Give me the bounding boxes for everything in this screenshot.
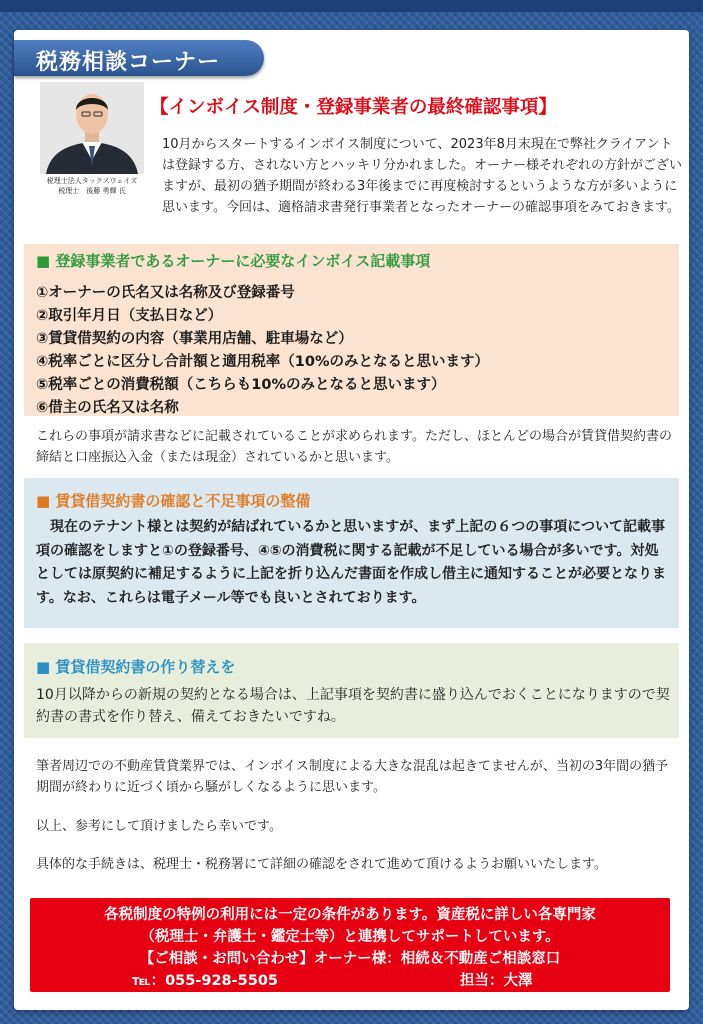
contract-check-heading: ■ 賃貸借契約書の確認と不足事項の整備 [36, 492, 311, 510]
author-firm: 税理士法人タックスウェイズ [46, 177, 138, 185]
contract-renewal-body: 10月以降からの新規の契約となる場合は、上記事項を契約書に盛り込んでおくことになりますので契約書の書式を作り替え、備えておきたいですね。 [36, 687, 670, 725]
paragraph-closing: 以上、参考にして頂けましたら幸いです。 [36, 819, 282, 834]
section-title-tab [14, 40, 264, 76]
list-item: ③賃貸借契約の内容（事業用店舗、駐車場など） [36, 331, 353, 347]
author-photo [40, 82, 144, 174]
author-caption [30, 176, 154, 196]
contact-banner [30, 898, 670, 992]
paragraph-requirements-note: これらの事項が請求書などに記載されていることが求められます。ただし、ほとんどの場合が賃貸借契約書の締結と口座振込入金（または現金）されているかと思います。 [36, 429, 672, 465]
contact-line-3: 【ご相談・お問い合わせ】オーナー様：相続＆不動産ご相談窓口 [139, 951, 561, 967]
list-item: ⑤税率ごとの消費税額（こちらも10%のみとなると思います） [36, 377, 446, 393]
contact-line-1: 各税制度の特例の利用には一定の条件があります。資産税に詳しい各専門家 [104, 907, 596, 923]
list-item: ④税率ごとに区分し合計額と適用税率（10%のみとなると思います） [36, 354, 489, 370]
top-strip [0, 0, 703, 12]
contact-phone[interactable]: ℡：055-928-5505 [132, 973, 278, 989]
contract-check-body: 現在のテナント様とは契約が結ばれているかと思いますが、まず上記の６つの事項について記載事項の確認をしますと①の登録番号、④⑤の消費税に関する記載が不足している場合が多いです。対処としては原契約に補足するように上記を折り込んだ書面を作成し借主に通知することが必要となります。なお、これらは電子メール等でも良いとされております。 [36, 519, 666, 606]
paragraph-procedure-note: 具体的な手続きは、税理士・税務署にて詳細の確認をされて進めて頂けるようお願いいたします。 [36, 857, 607, 872]
contract-renewal-heading: ■ 賃貸借契約書の作り替えを [36, 658, 236, 676]
list-item: ①オーナーの氏名又は名称及び登録番号 [36, 285, 295, 301]
list-item: ②取引年月日（支払日など） [36, 308, 223, 324]
required-items-list [36, 282, 656, 420]
author-name: 税理士 後藤 勇輝 氏 [58, 187, 126, 195]
section-title: 税務相談コーナー [36, 50, 221, 75]
paragraph-industry-outlook: 筆者周辺での不動産賃貸業界では、インボイス制度による大きな混乱は起きてませんが、当初の3年間の猶予期間が終わりに近づく頃から騒がしくなるように思います。 [36, 759, 669, 795]
contact-person: 担当：大澤 [460, 973, 533, 989]
required-items-heading: ■ 登録事業者であるオーナーに必要なインボイス記載事項 [36, 252, 431, 270]
author-portrait-image [40, 82, 144, 174]
contact-line-2: （税理士・弁護士・鑑定士等）と連携してサポートしています。 [140, 929, 560, 945]
list-item: ⑥借主の氏名又は名称 [36, 400, 179, 416]
article-intro: 10月からスタートするインボイス制度について、2023年8月末現在で弊社クライアントは登録する方、されない方とハッキリ分かれました。オーナー様それぞれの方針がございますが、最初の猶予期間が終わる3年後までに再度検討するというような方が多いように思います。今回は、適格請求書発行事業者となったオーナーの確認事項をみておきます。 [162, 137, 683, 215]
article-title: 【インボイス制度・登録事業者の最終確認事項】 [150, 97, 557, 118]
